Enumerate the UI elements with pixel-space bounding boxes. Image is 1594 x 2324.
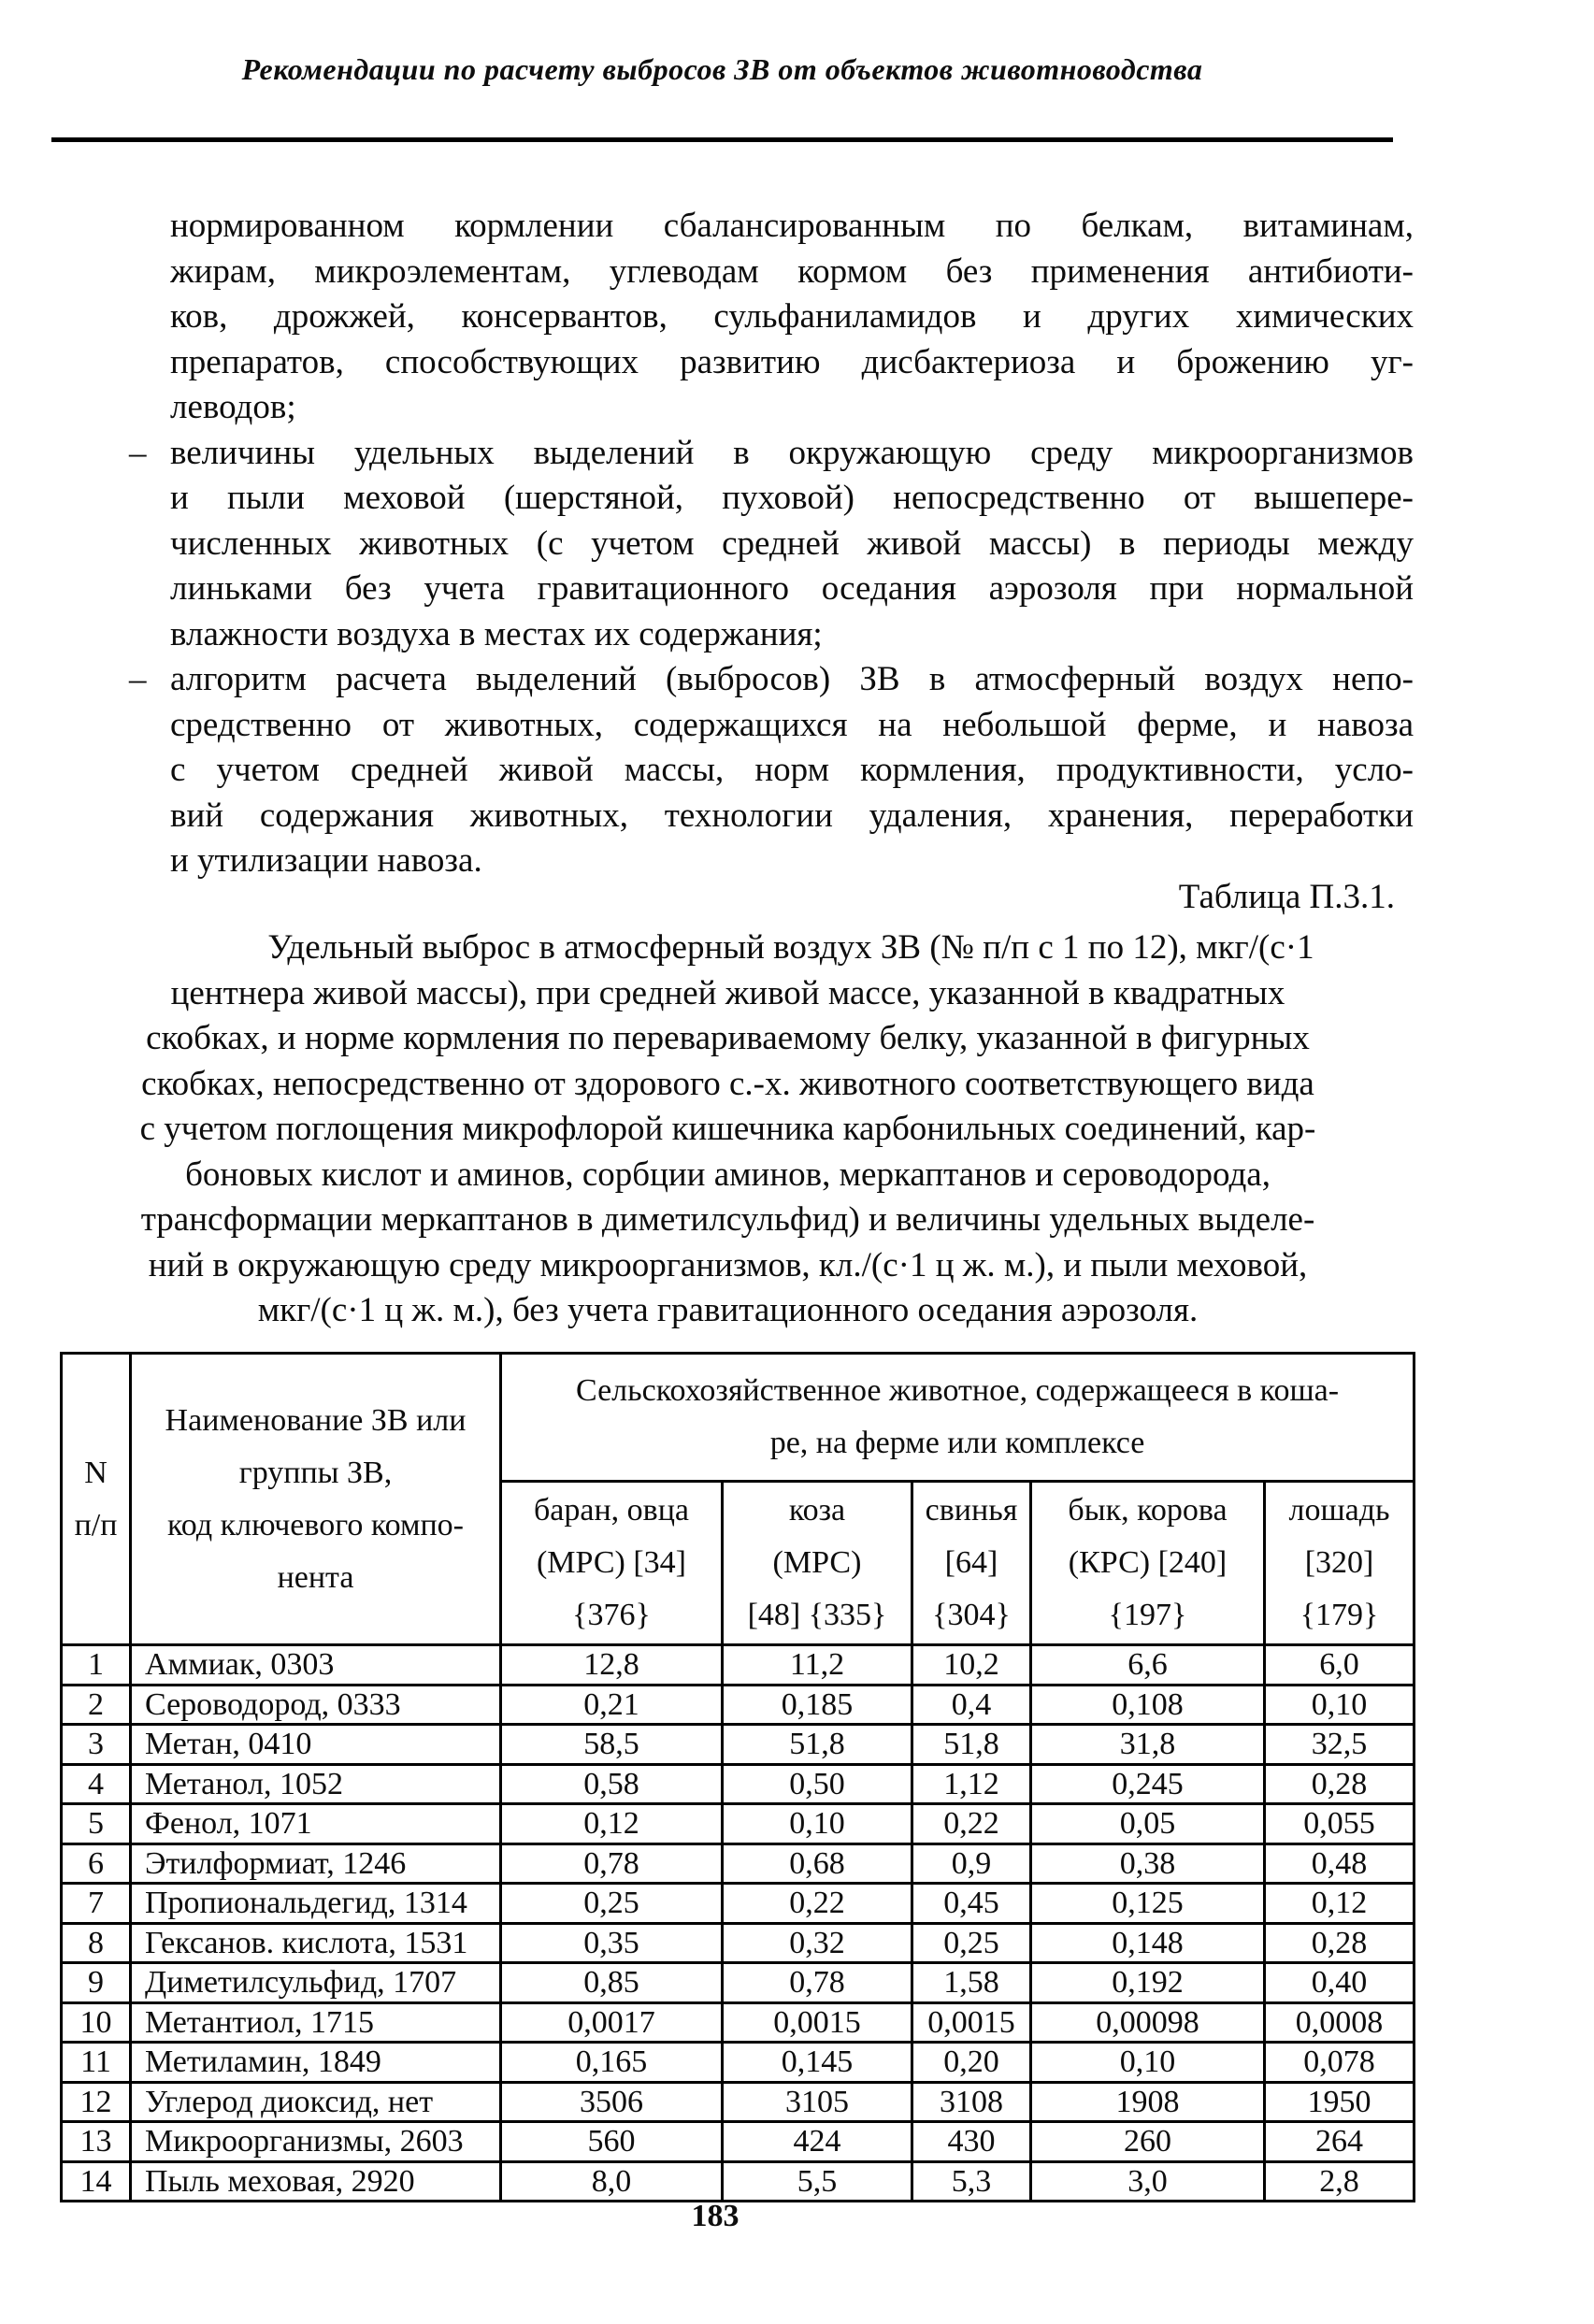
- value-cell-horse: 0,078: [1265, 2043, 1414, 2083]
- text-line: коза: [788, 1493, 846, 1528]
- text-line: бык, корова: [1068, 1493, 1228, 1528]
- list-item: [129, 657, 1414, 884]
- text-line: численных животных (с учетом средней живой массы) в периоды между: [170, 524, 1414, 563]
- text-line: (МРС): [772, 1545, 862, 1580]
- text-line: (КРС) [240]: [1068, 1545, 1228, 1580]
- value-cell-pig: 3108: [912, 2082, 1031, 2122]
- value-cell-sheep: 3506: [501, 2082, 723, 2122]
- text-line: Удельный выброс в атмосферный воздух ЗВ (№ п/п с 1 по 12), мкг/(с·1: [267, 928, 1314, 967]
- value-cell-cattle: 0,148: [1031, 1923, 1265, 1963]
- substance-name-cell: Гексанов. кислота, 1531: [131, 1923, 501, 1963]
- text-line: средственно от животных, содержащихся на небольшой ферме, и навоза: [170, 705, 1414, 744]
- text-line: нента: [277, 1559, 354, 1595]
- text-line: (МРС) [34]: [536, 1545, 687, 1580]
- row-number-cell: 7: [62, 1884, 131, 1924]
- row-number-cell: 14: [62, 2161, 131, 2202]
- substance-name-cell: Метанол, 1052: [131, 1764, 501, 1804]
- value-cell-horse: 264: [1265, 2122, 1414, 2162]
- text-line: [64]: [944, 1545, 998, 1580]
- value-cell-sheep: 58,5: [501, 1725, 723, 1765]
- emissions-table-wrapper: [60, 1352, 1415, 2202]
- value-cell-cattle: 0,192: [1031, 1963, 1265, 2003]
- row-number-cell: 11: [62, 2043, 131, 2083]
- header-cell-animal-group: [501, 1354, 1414, 1482]
- value-cell-goat: 11,2: [723, 1645, 912, 1686]
- value-cell-horse: 6,0: [1265, 1645, 1414, 1686]
- header-cell-number: [62, 1354, 131, 1645]
- table-intro-paragraph: [42, 925, 1414, 1334]
- text-line: линьками без учета гравитационного оседания аэрозоля при нормальной: [170, 569, 1414, 608]
- substance-name-cell: Сероводород, 0333: [131, 1685, 501, 1725]
- table-row: [62, 1963, 1414, 2003]
- value-cell-horse: 0,0008: [1265, 2002, 1414, 2043]
- header-cell-sheep: [501, 1482, 723, 1645]
- value-cell-horse: 2,8: [1265, 2161, 1414, 2202]
- value-cell-goat: 0,185: [723, 1685, 912, 1725]
- row-number-cell: 5: [62, 1804, 131, 1844]
- value-cell-pig: 1,58: [912, 1963, 1031, 2003]
- substance-name-cell: Диметилсульфид, 1707: [131, 1963, 501, 2003]
- text-line: группы ЗВ,: [238, 1455, 393, 1490]
- text-line: боновых кислот и аминов, сорбции аминов, меркаптанов и сероводорода,: [185, 1155, 1271, 1194]
- table-row: [62, 2161, 1414, 2202]
- value-cell-pig: 0,0015: [912, 2002, 1031, 2043]
- text-line: [320]: [1304, 1545, 1374, 1580]
- table-row: [62, 2082, 1414, 2122]
- value-cell-cattle: 6,6: [1031, 1645, 1265, 1686]
- table-row: [62, 1764, 1414, 1804]
- text-line: {304}: [932, 1598, 1011, 1632]
- header-cell-substance: [131, 1354, 501, 1645]
- text-line: с учетом поглощения микрофлорой кишечника карбонильных соединений, кар-: [139, 1110, 1316, 1148]
- value-cell-sheep: 0,35: [501, 1923, 723, 1963]
- text-line: мкг/(с·1 ц ж. м.), без учета гравитационного оседания аэрозоля.: [257, 1291, 1199, 1329]
- text-line: ний в окружающую среду микроорганизмов, кл./(с·1 ц ж. м.), и пыли меховой,: [148, 1245, 1308, 1284]
- text-line: Наименование ЗВ или: [165, 1402, 467, 1438]
- value-cell-pig: 5,3: [912, 2161, 1031, 2202]
- value-cell-sheep: 0,21: [501, 1685, 723, 1725]
- text-line: трансформации меркаптанов в диметилсульфид) и величины удельных выделе-: [140, 1200, 1315, 1239]
- value-cell-sheep: 560: [501, 2122, 723, 2162]
- value-cell-goat: 0,78: [723, 1963, 912, 2003]
- header-cell-pig: [912, 1482, 1031, 1645]
- list-item-continuation: [170, 204, 1414, 431]
- text-line: Сельскохозяйственное животное, содержащееся в коша-: [576, 1373, 1340, 1408]
- row-number-cell: 8: [62, 1923, 131, 1963]
- value-cell-cattle: 0,245: [1031, 1764, 1265, 1804]
- table-row: [62, 1843, 1414, 1884]
- value-cell-goat: 0,32: [723, 1923, 912, 1963]
- text-line: вий содержания животных, технологии удаления, хранения, переработки: [170, 796, 1414, 835]
- substance-name-cell: Метан, 0410: [131, 1725, 501, 1765]
- value-cell-sheep: 0,12: [501, 1804, 723, 1844]
- value-cell-pig: 0,45: [912, 1884, 1031, 1924]
- value-cell-cattle: 3,0: [1031, 2161, 1265, 2202]
- value-cell-cattle: 0,10: [1031, 2043, 1265, 2083]
- running-header-title: Рекомендации по расчету выбросов ЗВ от объектов животноводства: [241, 52, 1203, 86]
- substance-name-cell: Аммиак, 0303: [131, 1645, 501, 1686]
- text-line: ков, дрожжей, консервантов, сульфаниламидов и других химических: [170, 297, 1414, 336]
- table-row: [62, 1685, 1414, 1725]
- text-line: {197}: [1108, 1598, 1187, 1632]
- value-cell-sheep: 0,78: [501, 1843, 723, 1884]
- list-dash: –: [129, 660, 147, 698]
- text-line: N: [84, 1455, 108, 1490]
- value-cell-pig: 0,20: [912, 2043, 1031, 2083]
- table-row: [62, 2002, 1414, 2043]
- substance-name-cell: Метиламин, 1849: [131, 2043, 501, 2083]
- value-cell-pig: 1,12: [912, 1764, 1031, 1804]
- value-cell-goat: 0,10: [723, 1804, 912, 1844]
- value-cell-goat: 424: [723, 2122, 912, 2162]
- text-line: влажности воздуха в местах их содержания;: [170, 614, 823, 653]
- substance-name-cell: Пропиональдегид, 1314: [131, 1884, 501, 1924]
- value-cell-pig: 0,25: [912, 1923, 1031, 1963]
- value-cell-pig: 0,9: [912, 1843, 1031, 1884]
- text-line: баран, овца: [533, 1493, 689, 1528]
- text-line: и утилизации навоза.: [170, 841, 482, 880]
- value-cell-goat: 3105: [723, 2082, 912, 2122]
- value-cell-sheep: 0,85: [501, 1963, 723, 2003]
- value-cell-sheep: 12,8: [501, 1645, 723, 1686]
- substance-name-cell: Углерод диоксид, нет: [131, 2082, 501, 2122]
- header-cell-horse: [1265, 1482, 1414, 1645]
- row-number-cell: 6: [62, 1843, 131, 1884]
- text-line: величины удельных выделений в окружающую среду микроорганизмов: [170, 433, 1414, 472]
- value-cell-cattle: 0,108: [1031, 1685, 1265, 1725]
- text-line: ре, на ферме или комплексе: [769, 1426, 1145, 1460]
- value-cell-cattle: 0,00098: [1031, 2002, 1265, 2043]
- value-cell-sheep: 0,58: [501, 1764, 723, 1804]
- value-cell-horse: 0,10: [1265, 1685, 1414, 1725]
- row-number-cell: 3: [62, 1725, 131, 1765]
- value-cell-cattle: 0,05: [1031, 1804, 1265, 1844]
- substance-name-cell: Пыль меховая, 2920: [131, 2161, 501, 2202]
- value-cell-sheep: 8,0: [501, 2161, 723, 2202]
- text-line: лошадь: [1288, 1493, 1390, 1528]
- value-cell-horse: 0,28: [1265, 1923, 1414, 1963]
- text-line: и пыли меховой (шерстяной, пуховой) непосредственно от вышепере-: [170, 479, 1414, 517]
- value-cell-goat: 0,145: [723, 2043, 912, 2083]
- value-cell-pig: 51,8: [912, 1725, 1031, 1765]
- value-cell-goat: 5,5: [723, 2161, 912, 2202]
- substance-name-cell: Этилформиат, 1246: [131, 1843, 501, 1884]
- table-row: [62, 1804, 1414, 1844]
- table-row: [62, 1725, 1414, 1765]
- text-line: [48] {335}: [747, 1598, 887, 1632]
- substance-name-cell: Метантиол, 1715: [131, 2002, 501, 2043]
- text-line: центнера живой массы), при средней живой массе, указанной в квадратных: [170, 973, 1285, 1012]
- value-cell-goat: 0,50: [723, 1764, 912, 1804]
- value-cell-cattle: 0,38: [1031, 1843, 1265, 1884]
- table-caption: Таблица П.3.1.: [1178, 878, 1395, 916]
- table-row: [62, 2122, 1414, 2162]
- text-line: с учетом средней живой массы, норм кормления, продуктивности, усло-: [170, 751, 1414, 789]
- table-row: [62, 2043, 1414, 2083]
- body-text-block: [129, 204, 1414, 884]
- paragraph-lines: [170, 657, 1414, 884]
- row-number-cell: 9: [62, 1963, 131, 2003]
- value-cell-pig: 10,2: [912, 1645, 1031, 1686]
- value-cell-sheep: 0,0017: [501, 2002, 723, 2043]
- value-cell-pig: 0,4: [912, 1685, 1031, 1725]
- row-number-cell: 1: [62, 1645, 131, 1686]
- substance-name-cell: Фенол, 1071: [131, 1804, 501, 1844]
- value-cell-cattle: 260: [1031, 2122, 1265, 2162]
- value-cell-pig: 430: [912, 2122, 1031, 2162]
- value-cell-horse: 0,48: [1265, 1843, 1414, 1884]
- value-cell-horse: 0,055: [1265, 1804, 1414, 1844]
- paragraph-lines: [170, 204, 1414, 431]
- text-line: леводов;: [170, 388, 296, 426]
- value-cell-goat: 0,68: [723, 1843, 912, 1884]
- value-cell-goat: 0,22: [723, 1884, 912, 1924]
- text-line: свинья: [925, 1493, 1018, 1528]
- text-line: скобках, непосредственно от здорового с.-х. животного соответствующего вида: [141, 1064, 1314, 1103]
- header-cell-cattle: [1031, 1482, 1265, 1645]
- row-number-cell: 10: [62, 2002, 131, 2043]
- header-rule: [51, 137, 1393, 142]
- value-cell-sheep: 0,25: [501, 1884, 723, 1924]
- value-cell-sheep: 0,165: [501, 2043, 723, 2083]
- row-number-cell: 2: [62, 1685, 131, 1725]
- page-number: 183: [691, 2199, 740, 2233]
- value-cell-horse: 32,5: [1265, 1725, 1414, 1765]
- value-cell-horse: 0,28: [1265, 1764, 1414, 1804]
- value-cell-goat: 51,8: [723, 1725, 912, 1765]
- list-dash: –: [129, 433, 147, 472]
- table-row: [62, 1645, 1414, 1686]
- value-cell-horse: 1950: [1265, 2082, 1414, 2122]
- value-cell-cattle: 0,125: [1031, 1884, 1265, 1924]
- text-line: нормированном кормлении сбалансированным по белкам, витаминам,: [170, 207, 1414, 245]
- text-line: алгоритм расчета выделений (выбросов) ЗВ в атмосферный воздух непо-: [170, 660, 1414, 698]
- text-line: скобках, и норме кормления по перевариваемому белку, указанной в фигурных: [146, 1019, 1310, 1057]
- table-row: [62, 1923, 1414, 1963]
- row-number-cell: 13: [62, 2122, 131, 2162]
- text-line: {376}: [572, 1598, 651, 1632]
- value-cell-pig: 0,22: [912, 1804, 1031, 1844]
- value-cell-cattle: 31,8: [1031, 1725, 1265, 1765]
- text-line: п/п: [74, 1507, 118, 1542]
- paragraph-lines: [170, 431, 1414, 658]
- table-row: [62, 1884, 1414, 1924]
- row-number-cell: 12: [62, 2082, 131, 2122]
- row-number-cell: 4: [62, 1764, 131, 1804]
- text-line: {179}: [1300, 1598, 1379, 1632]
- value-cell-cattle: 1908: [1031, 2082, 1265, 2122]
- emissions-table: [60, 1352, 1415, 2202]
- text-line: жирам, микроэлементам, углеводам кормом без применения антибиоти-: [170, 251, 1414, 291]
- value-cell-horse: 0,40: [1265, 1963, 1414, 2003]
- text-line: препаратов, способствующих развитию дисбактериоза и брожению уг-: [170, 342, 1414, 381]
- value-cell-goat: 0,0015: [723, 2002, 912, 2043]
- substance-name-cell: Микроорганизмы, 2603: [131, 2122, 501, 2162]
- list-item: [129, 431, 1414, 658]
- value-cell-horse: 0,12: [1265, 1884, 1414, 1924]
- text-line: код ключевого компо-: [167, 1507, 464, 1542]
- header-cell-goat: [723, 1482, 912, 1645]
